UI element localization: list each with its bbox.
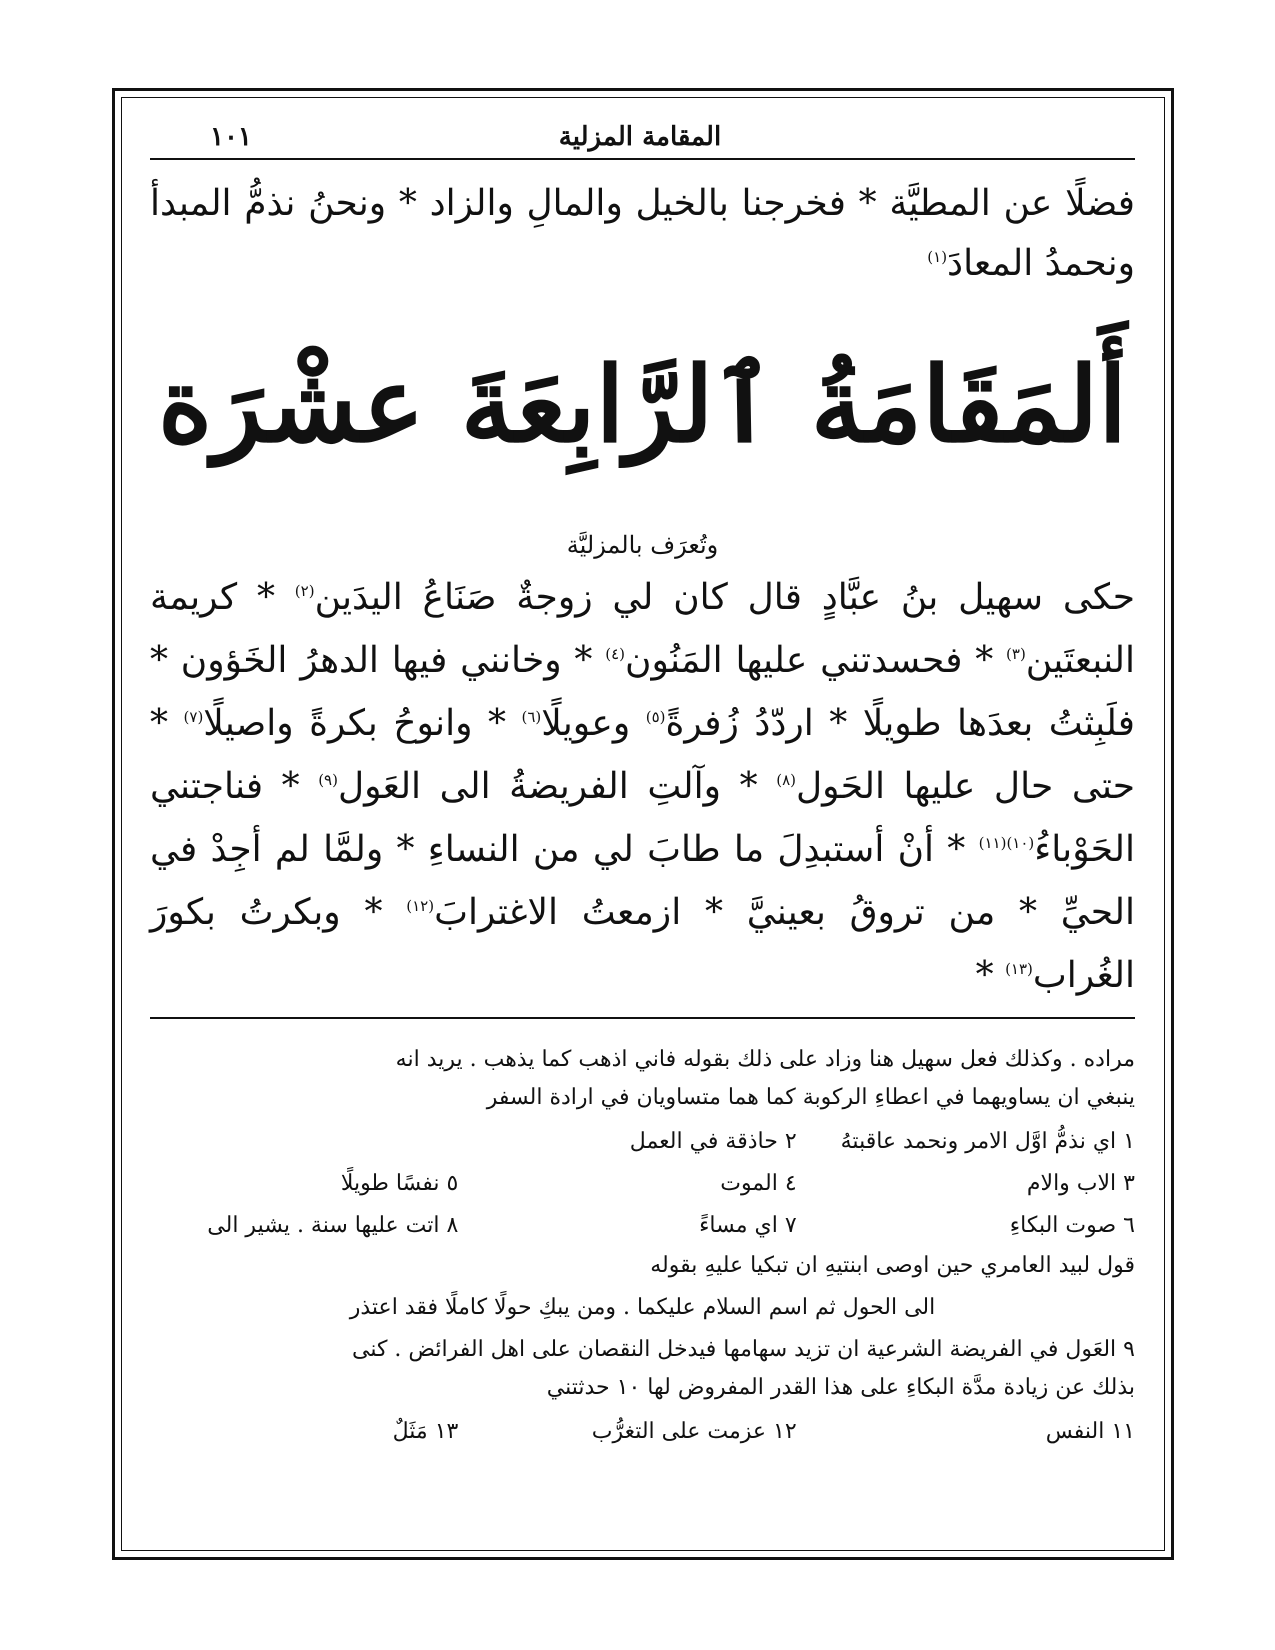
footnote: [150, 1121, 458, 1163]
footnotes: [150, 1041, 1135, 1453]
note-ref: (١): [927, 248, 948, 266]
note-ref: (١٢): [406, 897, 435, 915]
footnote: ٢ حاذقة في العمل: [629, 1129, 797, 1154]
note-ref: (٢): [294, 582, 315, 600]
body-text: حكى سهيل بنُ عبَّادٍ قال كان لي زوجةٌ صَنَاعُ اليدَين: [314, 577, 1136, 618]
note-ref: (١٠): [1006, 834, 1035, 852]
note-line: ينبغي ان يساويهما في اعطاءِ الركوبة كما هما متساويان في ارادة السفر: [486, 1085, 1135, 1110]
footnote-rule: [150, 1017, 1135, 1019]
page-header: [150, 110, 1135, 158]
note-line: ٩ العَول في الفريضة الشرعية ان تزيد سهامها فيدخل النقصان على اهل الفرائض . كنى: [351, 1337, 1135, 1362]
note-ref: (٤): [605, 645, 625, 663]
note-ref: (٥): [645, 708, 666, 726]
body-text: * وآلتِ الفريضةُ الى العَول: [337, 766, 758, 807]
footnote: ١٣ مَثَلٌ: [392, 1419, 459, 1444]
running-title: المقامة المزلية: [558, 122, 722, 152]
footnote: ٤ الموت: [720, 1171, 797, 1196]
verse-line: الى الحول ثم اسم السلام عليكما . ومن يبكِ حولًا كاملًا فقد اعتذر: [349, 1295, 936, 1320]
footnote-grid: [150, 1411, 1135, 1453]
body-text: * حتى حال عليها الحَول: [150, 703, 1135, 807]
header-rule: [150, 158, 1135, 160]
book-page: [150, 110, 1135, 1530]
maqama-body: [150, 566, 1135, 1007]
note-ref: (١٣): [1005, 960, 1033, 978]
note-ref: (٨): [776, 771, 796, 789]
body-text: * وانوحُ بكرةً واصيلًا: [203, 703, 506, 744]
footnote: ١٢ عزمت على التغرُّب: [591, 1419, 797, 1444]
body-text: * فناجتني الحَوْباءُ: [150, 766, 1136, 870]
intro-text: فضلًا عن المطيَّة * فخرجنا بالخيل والمالِ والزاد * ونحنُ نذمُّ المبدأ ونحمدُ المعادَ: [150, 183, 1135, 284]
body-text: * وبكرتُ بكورَ الغُراب: [150, 892, 1135, 996]
footnote: ٥ نفسًا طويلًا: [340, 1171, 459, 1196]
note-ref: (٣): [1006, 645, 1026, 663]
footnote: ٦ صوت البكاءِ: [1009, 1213, 1135, 1238]
note-line: قول لبيد العامري حين اوصى ابنتيهِ ان تبكيا عليهِ بقوله: [650, 1253, 1135, 1278]
body-text: *: [975, 955, 994, 996]
note-ref: (٩): [318, 771, 338, 789]
note-line: بذلك عن زيادة مدَّة البكاءِ على هذا القدر المفروض لها ١٠ حدثتني: [546, 1375, 1135, 1400]
body-text: وعويلًا: [541, 703, 631, 744]
body-text: * كريمة النبعتَين: [150, 577, 1135, 681]
note-ref: (٦): [521, 708, 542, 726]
note-ref: (١١): [978, 834, 1007, 852]
footnote: ١ اي نذمُّ اوَّل الامر ونحمد عاقبتهُ: [840, 1129, 1135, 1154]
footnote: ٣ الاب والام: [1026, 1171, 1135, 1196]
maqama-title: أَلمَقَامَةُ ٱلرَّابِعَةَ عشْرَة: [157, 343, 1128, 466]
note-ref: (٧): [183, 708, 204, 726]
footnote: ٧ اي مساءً: [699, 1213, 797, 1238]
body-text: * وخانني فيها الدهرُ الخَؤون * فلَبِثتُ بعدَها طويلًا * اردّدُ زُفرةً: [150, 640, 1135, 744]
intro-paragraph: [150, 174, 1135, 294]
footnote: ١١ النفس: [1045, 1419, 1135, 1444]
body-text: * أنْ أستبدِلَ ما طابَ لي من النساءِ * ولمَّا لم أجِدْ في الحيِّ * من تروقُ بعينيَّ * ازمعتُ الاغترابَ: [150, 829, 1135, 933]
note-line: مراده . وكذلك فعل سهيل هنا وزاد على ذلك بقوله فاني اذهب كما يذهب . يريد انه: [395, 1047, 1135, 1072]
page-number: ١٠١: [210, 122, 252, 152]
body-text: * فحسدتني عليها المَنُون: [625, 640, 994, 681]
footnote: ٨ اتت عليها سنة . يشير الى: [207, 1213, 459, 1238]
footnote-grid: [150, 1121, 1135, 1247]
maqama-subtitle: وتُعرَف بالمزليَّة: [566, 531, 719, 559]
title-block: [150, 330, 1135, 562]
